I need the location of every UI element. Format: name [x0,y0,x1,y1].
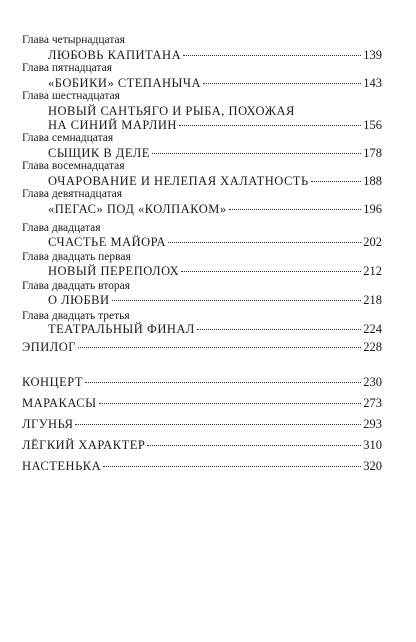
story-title: ЛЁГКИЙ ХАРАКТЕР [22,438,146,452]
chapter-label: Глава двадцать первая [22,251,131,263]
chapter-title: О ЛЮБВИ [48,293,110,307]
story-title: МАРАКАСЫ [22,396,97,410]
toc-entry-epilogue [22,340,382,355]
page-number: 178 [363,146,382,160]
leader-dots [179,125,361,126]
toc-entry [48,118,382,133]
page-number: 273 [363,396,382,410]
epilogue-title: ЭПИЛОГ [22,340,77,354]
toc-entry [48,174,382,189]
toc-entry [48,264,382,279]
chapter-label: Глава двадцать третья [22,310,130,322]
leader-dots [311,181,362,182]
chapter-title-line1: НОВЫЙ САНТЬЯГО И РЫБА, ПОХОЖАЯ [48,104,295,118]
page-number: 218 [363,293,382,307]
page-number: 228 [363,340,382,354]
page-number: 202 [363,235,382,249]
leader-dots [203,83,361,84]
chapter-label: Глава восемнадцатая [22,160,125,172]
page-number: 188 [363,174,382,188]
toc-entry [48,322,382,337]
leader-dots [152,153,361,154]
leader-dots [85,382,361,383]
leader-dots [229,209,362,210]
leader-dots [112,300,362,301]
chapter-label: Глава семнадцатая [22,132,114,144]
leader-dots [147,445,361,446]
story-title: КОНЦЕРТ [22,375,83,389]
toc-entry-story [22,375,382,390]
toc-entry-story [22,459,382,474]
leader-dots [75,424,361,425]
leader-dots [181,271,361,272]
chapter-title: СЧАСТЬЕ МАЙОРА [48,235,167,249]
story-title: ЛГУНЬЯ [22,417,74,431]
page-number: 156 [363,118,382,132]
chapter-title: ЛЮБОВЬ КАПИТАНА [48,48,182,62]
toc-entry-story [22,417,382,432]
chapter-label: Глава четырнадцатая [22,34,125,46]
chapter-label: Глава девятнадцатая [22,188,123,200]
toc-entry-story [22,396,382,411]
page-number: 196 [363,202,382,216]
toc-entry-line [48,104,382,119]
chapter-label: Глава шестнадцатая [22,90,120,102]
chapter-label: Глава двадцать вторая [22,280,130,292]
chapter-label: Глава пятнадцатая [22,62,112,74]
chapter-label: Глава двадцатая [22,222,101,234]
toc-entry-story [22,438,382,453]
leader-dots [183,55,361,56]
page-number: 293 [363,417,382,431]
leader-dots [197,329,361,330]
leader-dots [78,347,361,348]
toc-entry [48,202,382,217]
page-number: 224 [363,322,382,336]
toc-entry [48,146,382,161]
toc-entry [48,235,382,250]
chapter-title: СЫЩИК В ДЕЛЕ [48,146,150,160]
toc-entry [48,48,382,63]
story-title: НАСТЕНЬКА [22,459,102,473]
chapter-title-line2: НА СИНИЙ МАРЛИН [48,118,177,132]
chapter-title: «БОБИКИ» СТЕПАНЫЧА [48,76,202,90]
leader-dots [103,466,361,467]
chapter-title: ТЕАТРАЛЬНЫЙ ФИНАЛ [48,322,195,336]
toc-entry [48,76,382,91]
chapter-title: «ПЕГАС» ПОД «КОЛПАКОМ» [48,202,227,216]
page-number: 143 [363,76,382,90]
page-number: 230 [363,375,382,389]
toc-entry [48,293,382,308]
page-number: 139 [363,48,382,62]
chapter-title: НОВЫЙ ПЕРЕПОЛОХ [48,264,180,278]
leader-dots [168,242,361,243]
leader-dots [99,403,362,404]
chapter-title: ОЧАРОВАНИЕ И НЕЛЕПАЯ ХАЛАТНОСТЬ [48,174,309,188]
page-number: 212 [363,264,382,278]
page-number: 320 [363,459,382,473]
page-number: 310 [363,438,382,452]
